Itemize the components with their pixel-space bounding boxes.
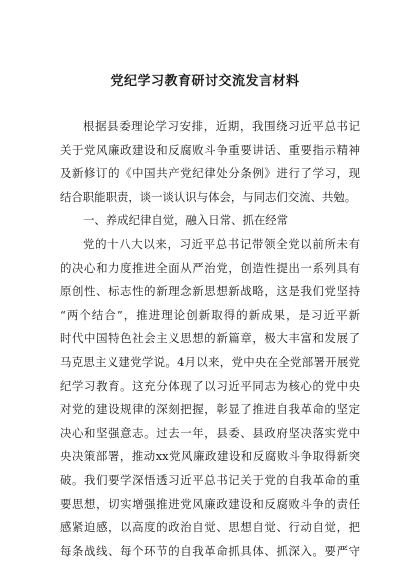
section-heading: 一、养成纪律自觉，融入日常、抓在经常 <box>83 213 289 228</box>
paragraph-line: 央决策部署，推动xx党风廉政建设和反腐败斗争取得新突 <box>60 449 360 464</box>
paragraph-line: 党的十八大以来，习近平总书记带领全党以前所未有 <box>83 236 360 251</box>
paragraph-line: 对党的建设规律的深刻把握，彰显了推进自我革命的坚定 <box>60 402 360 417</box>
paragraph-line: “两个结合”，推进理论创新取得的新成果，是习近平新 <box>60 307 360 322</box>
paragraph-line: 决心和坚强意志。过去一年，县委、县政府坚决落实党中 <box>60 425 360 440</box>
document-body <box>60 115 360 563</box>
paragraph-line: 结合职能职责，谈一谈认识与体会，与同志们交流、共勉。 <box>60 189 357 204</box>
paragraph-line: 破。我们要学深悟透习近平总书记关于党的自我革命的重 <box>60 472 360 487</box>
paragraph-line: 关于党风廉政建设和反腐败斗争重要讲话、重要指示精神 <box>60 142 360 157</box>
paragraph-line: 要思想，切实增强推进党风廉政建设和反腐败斗争的责任 <box>60 496 360 511</box>
paragraph-line: 时代中国特色社会主义思想的新篇章，极大丰富和发展了 <box>60 331 360 346</box>
paragraph-line: 马克思主义建党学说。4月以来，党中央在全党部署开展党 <box>60 354 360 369</box>
paragraph-line: 感紧迫感，以高度的政治自觉、思想自觉、行动自觉，把 <box>60 520 360 535</box>
paragraph-line: 根据县委理论学习安排，近期，我围绕习近平总书记 <box>83 119 360 133</box>
paragraph-line: 的决心和力度推进全面从严治党，创造性提出一系列具有 <box>60 260 360 275</box>
paragraph-line: 原创性、标志性的新理念新思想新战略，这是我们党坚持 <box>60 284 360 299</box>
paragraph-line: 纪学习教育。这充分体现了以习近平同志为核心的党中央 <box>60 378 360 393</box>
paragraph-line: 每条战线、每个环节的自我革命抓具体、抓深入。要严守 <box>60 543 360 558</box>
document-title: 党纪学习教育研讨交流发言材料 <box>110 74 300 89</box>
paragraph-line: 及新修订的《中国共产党纪律处分条例》进行了学习，现 <box>60 166 360 181</box>
